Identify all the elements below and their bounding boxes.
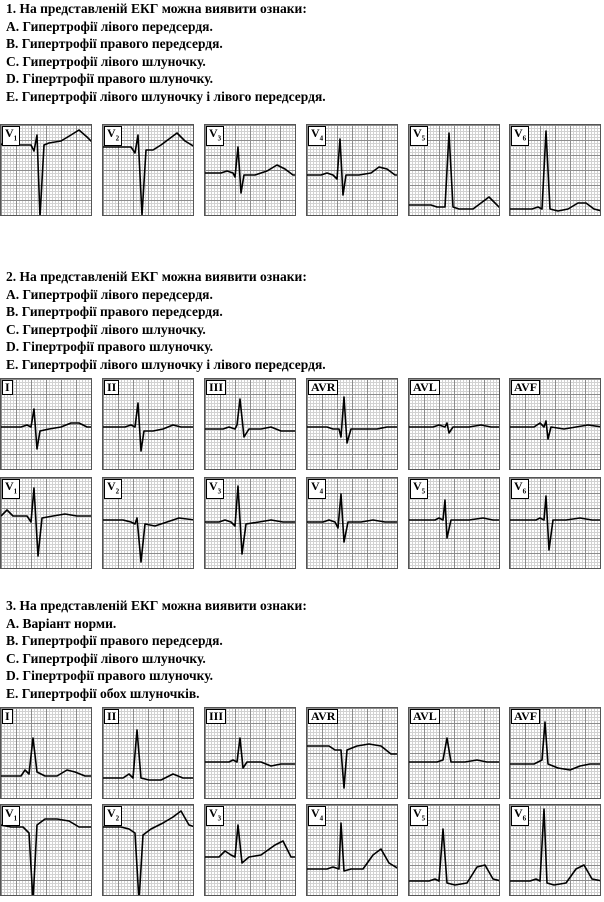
ecg-lead-iii (204, 378, 296, 470)
lead-label: $V_4$ (308, 479, 326, 499)
ecg-lead-avf (509, 707, 601, 799)
ecg-trace (409, 738, 500, 762)
lead-label: $V_2$ (104, 479, 122, 499)
lead-label: $V_6$ (511, 806, 529, 826)
lead-label: $V_6$ (511, 479, 529, 499)
question-3-option-e: Е. Гипертрофії обох шлуночків. (6, 685, 200, 701)
ecg-trace (205, 825, 296, 863)
lead-label: $V_6$ (511, 126, 529, 146)
lead-label: $V_2$ (104, 806, 122, 826)
ecg-trace (1, 738, 92, 776)
ecg-lead-v4 (306, 804, 398, 896)
ecg-row-q3-limb (0, 707, 604, 799)
ecg-trace (307, 744, 398, 788)
question-1-option-c: С. Гипертрофії лівого шлуночку. (6, 53, 206, 69)
lead-label: $V_3$ (206, 126, 224, 146)
lead-label-sub: 3 (217, 487, 222, 496)
lead-label-sub: 6 (522, 134, 527, 143)
lead-label-sub: 1 (13, 134, 18, 143)
ecg-lead-v4 (306, 124, 398, 216)
lead-label-sub: 1 (13, 487, 18, 496)
lead-label: AVR (308, 709, 338, 724)
ecg-lead-v6 (509, 804, 601, 896)
ecg-trace (510, 496, 601, 550)
question-2 (6, 268, 326, 374)
question-3 (6, 597, 307, 703)
ecg-lead-v5 (408, 124, 500, 216)
question-2-option-e: Е. Гипертрофії лівого шлуночку і лівого передсердя. (6, 356, 326, 372)
ecg-lead-ii (102, 707, 194, 799)
lead-label: III (206, 380, 226, 395)
ecg-lead-i (0, 378, 92, 470)
lead-label: $V_4$ (308, 126, 326, 146)
lead-label: AVF (511, 709, 540, 724)
ecg-trace (409, 829, 500, 885)
ecg-lead-avl (408, 707, 500, 799)
ecg-trace (205, 738, 296, 768)
ecg-lead-v6 (509, 124, 601, 216)
ecg-trace (409, 423, 500, 433)
ecg-waveform (1, 708, 92, 799)
lead-label-sub: 3 (217, 134, 222, 143)
ecg-trace (307, 397, 398, 443)
ecg-trace (103, 730, 194, 780)
question-1-option-d: D. Гіпертрофії правого шлуночку. (6, 71, 213, 87)
ecg-lead-iii (204, 707, 296, 799)
ecg-trace (307, 823, 398, 871)
question-2-option-c: С. Гипертрофії лівого шлуночку. (6, 321, 206, 337)
ecg-lead-v5 (408, 804, 500, 896)
ecg-lead-v2 (102, 804, 194, 896)
lead-label: $V_3$ (206, 479, 224, 499)
ecg-lead-avr (306, 707, 398, 799)
ecg-lead-avf (509, 378, 601, 470)
lead-label: $V_1$ (2, 479, 20, 499)
ecg-lead-v2 (102, 477, 194, 569)
lead-label: AVF (511, 380, 540, 395)
ecg-trace (510, 722, 601, 770)
lead-label: II (104, 709, 119, 724)
lead-label-sub: 6 (522, 487, 527, 496)
lead-label: I (2, 380, 13, 395)
ecg-trace (205, 399, 296, 437)
lead-label: $V_5$ (410, 126, 428, 146)
lead-label: AVL (410, 380, 440, 395)
question-2-title: 2. На представленій ЕКГ можна виявити ознаки: (6, 269, 307, 284)
question-3-option-c: С. Гипертрофії лівого шлуночку. (6, 650, 206, 666)
question-3-title: 3. На представленій ЕКГ можна виявити ознаки: (6, 598, 307, 613)
ecg-lead-v1 (0, 477, 92, 569)
ecg-lead-v2 (102, 124, 194, 216)
lead-label-sub: 6 (522, 814, 527, 823)
ecg-row-q2-chest (0, 477, 604, 569)
ecg-row-q2-limb (0, 378, 604, 470)
lead-label: I (2, 709, 13, 724)
ecg-lead-v5 (408, 477, 500, 569)
lead-label: III (206, 709, 226, 724)
ecg-trace (205, 147, 296, 193)
lead-label: $V_2$ (104, 126, 122, 146)
ecg-trace (103, 403, 194, 451)
ecg-lead-v6 (509, 477, 601, 569)
ecg-waveform (1, 379, 92, 470)
ecg-trace (307, 139, 398, 195)
ecg-lead-v1 (0, 804, 92, 896)
question-1-option-e: Е. Гипертрофії лівого шлуночку і лівого передсердя. (6, 88, 326, 104)
ecg-lead-i (0, 707, 92, 799)
question-1 (6, 0, 326, 106)
lead-label-sub: 3 (217, 814, 222, 823)
ecg-lead-v3 (204, 477, 296, 569)
lead-label-sub: 5 (421, 487, 426, 496)
ecg-lead-avr (306, 378, 398, 470)
lead-label: AVR (308, 380, 338, 395)
ecg-trace (510, 421, 601, 439)
lead-label-sub: 4 (319, 487, 324, 496)
ecg-row-q3-chest (0, 804, 604, 896)
lead-label-sub: 2 (115, 814, 120, 823)
ecg-trace (1, 819, 92, 896)
question-3-option-b: В. Гипертрофії правого передсердя. (6, 633, 223, 649)
ecg-lead-ii (102, 378, 194, 470)
lead-label: $V_5$ (410, 479, 428, 499)
lead-label: $V_1$ (2, 806, 20, 826)
question-2-option-d: D. Гіпертрофії правого шлуночку. (6, 339, 213, 355)
ecg-lead-avl (408, 378, 500, 470)
question-1-title: 1. На представленій ЕКГ можна виявити ознаки: (6, 1, 307, 16)
lead-label-sub: 5 (421, 814, 426, 823)
lead-label-sub: 4 (319, 814, 324, 823)
lead-label: $V_3$ (206, 806, 224, 826)
ecg-trace (103, 518, 194, 562)
lead-label: $V_1$ (2, 126, 20, 146)
ecg-row-q1-chest (0, 124, 604, 216)
question-2-option-a: А. Гипертрофії лівого передсердя. (6, 286, 213, 302)
lead-label-sub: 2 (115, 134, 120, 143)
lead-label-sub: 4 (319, 134, 324, 143)
question-3-option-d: D. Гіпертрофії правого шлуночку. (6, 668, 213, 684)
question-1-option-a: А. Гипертрофії лівого передсердя. (6, 18, 213, 34)
ecg-trace (307, 494, 398, 542)
question-2-option-b: В. Гипертрофії правого передсердя. (6, 304, 223, 320)
lead-label: II (104, 380, 119, 395)
lead-label: $V_4$ (308, 806, 326, 826)
ecg-trace (1, 409, 92, 449)
ecg-lead-v1 (0, 124, 92, 216)
ecg-lead-v3 (204, 804, 296, 896)
lead-label-sub: 1 (13, 814, 18, 823)
question-3-option-a: А. Варіант норми. (6, 615, 117, 631)
ecg-lead-v3 (204, 124, 296, 216)
ecg-trace (409, 500, 500, 538)
ecg-lead-v4 (306, 477, 398, 569)
lead-label-sub: 5 (421, 134, 426, 143)
lead-label-sub: 2 (115, 487, 120, 496)
lead-label: AVL (410, 709, 440, 724)
lead-label: $V_5$ (410, 806, 428, 826)
question-1-option-b: В. Гипертрофії правого передсердя. (6, 36, 223, 52)
